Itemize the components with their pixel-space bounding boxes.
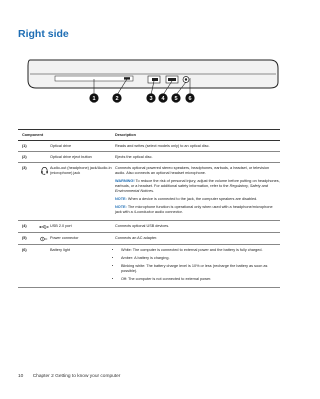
table-row	[18, 221, 280, 233]
headphone-microphone-icon	[38, 166, 50, 218]
list-item: • Blinking white: The battery charge level is 10% or less (recharge the battery as soon as possible).	[121, 264, 280, 274]
row-number: (6)	[22, 247, 27, 252]
note-text: NOTE: When a device is connected to the jack, the computer speakers are disabled.	[115, 196, 258, 201]
svg-text:6: 6	[188, 95, 192, 102]
callout-4	[158, 93, 167, 102]
components-table	[18, 129, 280, 288]
component-name: Optical drive	[50, 143, 72, 148]
page-title: Right side	[18, 28, 69, 40]
component-name: USB 2.0 port	[50, 223, 72, 228]
svg-text:1: 1	[92, 95, 96, 102]
component-description: Connects an AC adapter.	[115, 235, 158, 240]
usb-icon	[38, 224, 50, 230]
component-description: Connects optional USB devices.	[115, 223, 170, 228]
table-header	[18, 129, 280, 141]
power-plug-icon	[38, 236, 50, 242]
callout-2	[112, 93, 121, 102]
page-number: 10	[18, 374, 24, 379]
component-name: Optical drive eject button	[50, 154, 92, 159]
list-item: • White: The computer is connected to external power and the battery is fully charged.	[121, 248, 280, 253]
row-number: (1)	[22, 143, 27, 148]
component-name: Battery light	[50, 247, 71, 252]
note-text: NOTE: The microphone function is operational only when used with a headphone/microphone jack with a 4-conductor audio connector.	[115, 204, 273, 214]
callout-6	[185, 93, 194, 102]
component-description	[115, 248, 280, 285]
page-footer	[18, 374, 120, 379]
callout-3	[146, 93, 155, 102]
table-row	[18, 152, 280, 163]
table-row	[18, 141, 280, 152]
battery-light-states	[115, 248, 280, 282]
table-row	[18, 245, 280, 288]
list-item: • Amber: A battery is charging.	[121, 256, 280, 261]
laptop-right-side-illustration	[0, 48, 300, 108]
description-column-header: Description	[115, 132, 136, 137]
component-name: Power connector	[50, 235, 79, 240]
svg-text:3: 3	[149, 95, 153, 102]
callout-5	[171, 93, 180, 102]
chapter-title: Chapter 2 Getting to know your computer	[32, 374, 121, 379]
row-number: (2)	[22, 154, 27, 159]
svg-text:2: 2	[115, 95, 119, 102]
component-description: Connects optional powered stereo speakers, headphones, earbuds, a headset, or television audio. Also connects an optional headset microphone. WARNING! To reduce the risk of personal injury, adjust the volume before putting on headphones, earbuds, or a headset. For additional safety information, refer to the Regulatory, Safety and Environmental Notices. NOTE: When a device is connected to the jack, the computer speakers are disabled. NOTE: The microphone function is operational only when used with a headphone/microphone jack with a 4-conductor audio connector.	[115, 165, 280, 214]
component-name: Audio-out (headphone) jack/Audio-in (microphone) jack	[50, 165, 112, 175]
component-description: Reads and writes (select models only) to an optical disc.	[115, 143, 210, 148]
svg-text:5: 5	[174, 95, 178, 102]
list-item: • Off: The computer is not connected to external power.	[121, 277, 280, 282]
row-number: (4)	[22, 223, 27, 228]
table-row	[18, 163, 280, 221]
svg-text:4: 4	[161, 95, 165, 102]
component-description: Ejects the optical disc.	[115, 154, 153, 159]
warning-text: WARNING! To reduce the risk of personal injury, adjust the volume before putting on headphones, earbuds, or a headset. For additional safety information, refer to the Regulatory, Safety and Environmental Notices.	[115, 178, 280, 193]
table-row	[18, 233, 280, 245]
row-number: (5)	[22, 235, 27, 240]
component-column-header: Component	[22, 132, 44, 137]
row-number: (3)	[22, 165, 27, 170]
callout-1	[89, 93, 98, 102]
